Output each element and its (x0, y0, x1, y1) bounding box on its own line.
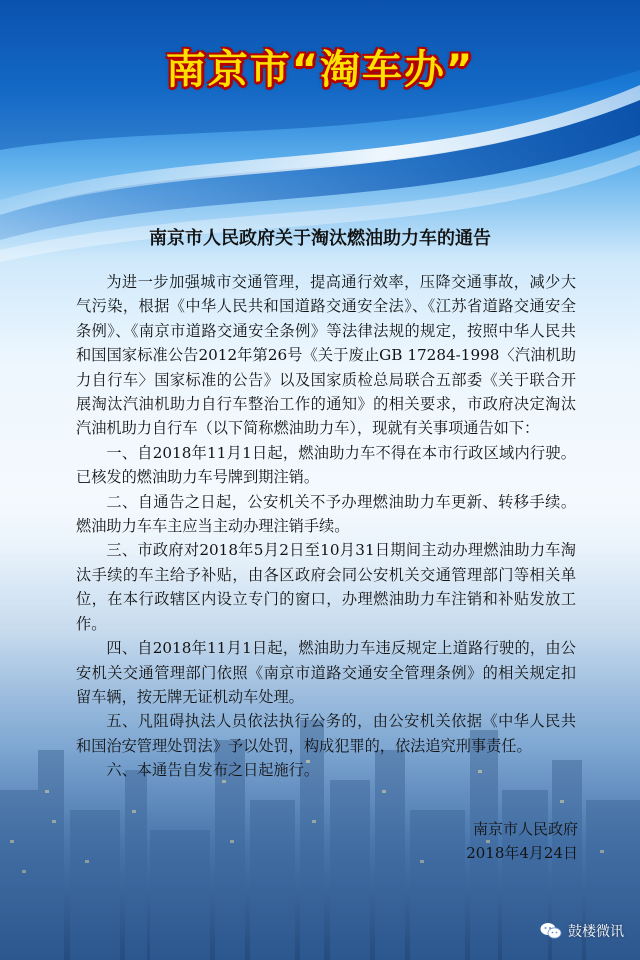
notice-paragraph-5: 五、凡阻碍执法人员依法执行公务的，由公安机关依据《中华人民共和国治安管理处罚法》予以处罚，构成犯罪的，依法追究刑事责任。 (76, 712, 576, 755)
wechat-icon (540, 922, 562, 940)
notice-title: 南京市人民政府关于淘汰燃油助力车的通告 (149, 228, 491, 249)
notice-body (76, 270, 576, 783)
notice-paragraph-2: 二、自通告之日起，公安机关不予办理燃油助力车更新、转移手续。燃油助力车车主应当主动办理注销手续。 (76, 492, 576, 536)
issuer-signature: 南京市人民政府 (472, 820, 578, 838)
watermark-text: 鼓楼微讯 (568, 924, 624, 940)
source-watermark (540, 921, 624, 941)
notice-paragraph-1: 一、自2018年11月1日起，燃油助力车不得在本市行政区域内行驶。已核发的燃油助力车号牌到期注销。 (76, 443, 576, 487)
notice-paragraph-6: 六、本通告自发布之日起施行。 (106, 761, 320, 780)
issue-date: 2018年4月24日 (466, 844, 578, 862)
banner-title: 南京市“淘车办” (165, 47, 475, 93)
notice-paragraph-3: 三、市政府对2018年5月2日至10月31日期间主动办理燃油助力车淘汰手续的车主给予补贴，由各区政府会同公安机关交通管理部门等相关单位，在本行政辖区内设立专门的窗口，办理燃油助力车注销和补贴发放工作。 (76, 541, 576, 633)
notice-paragraph-intro: 为进一步加强城市交通管理，提高通行效率，压降交通事故，减少大气污染，根据《中华人民共和国道路交通安全法》、《江苏省道路交通安全条例》、《南京市道路交通安全条例》等法律法规的规定，按照中华人民共和国国家标准公告2012年第26号《关于废止GB 17284-1998〈汽油机助力自行车〉国家标准的公告》以及国家质检总局联合五部委《关于联合开展淘汰汽油机助力自行车整治工作的通知》的相关要求，市政府决定淘汰汽油机助力自行车（以下简称燃油助力车），现就有关事项通告如下： (76, 273, 576, 438)
notice-paragraph-4: 四、自2018年11月1日起，燃油助力车违反规定上道路行驶的，由公安机关交通管理部门依照《南京市道路交通安全管理条例》的相关规定扣留车辆，按无牌无证机动车处理。 (76, 639, 576, 706)
